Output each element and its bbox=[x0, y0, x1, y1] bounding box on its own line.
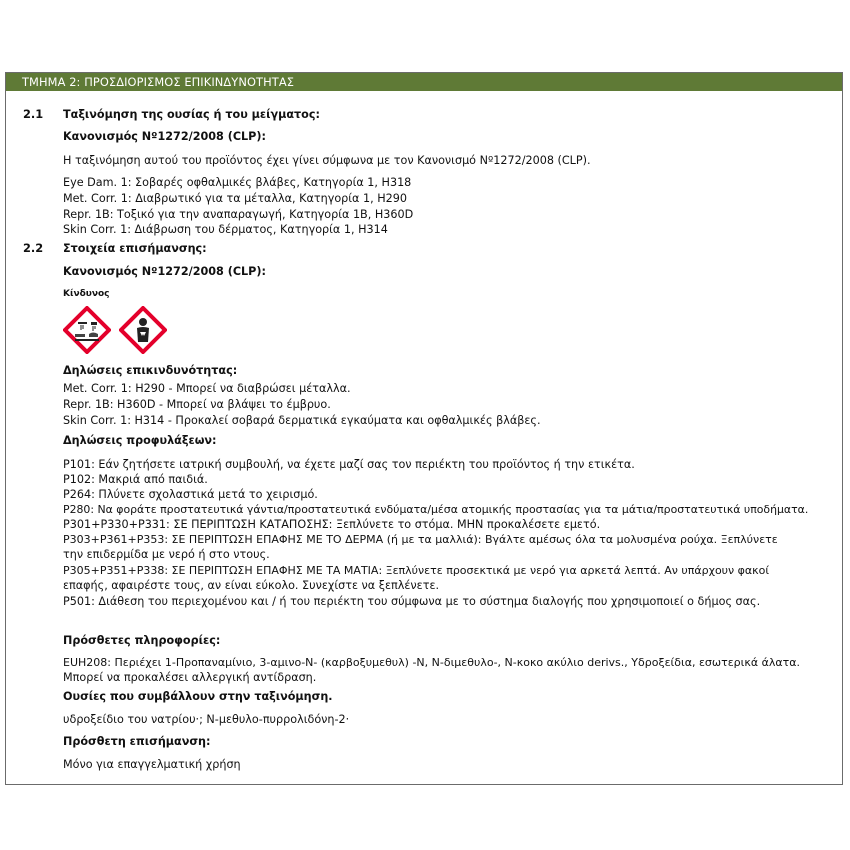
hazard-statement: Skin Corr. 1: H314 - Προκαλεί σοβαρά δερματικά εγκαύματα και οφθαλμικές βλάβες. bbox=[63, 414, 541, 427]
contributing-substances-title: Ουσίες που συμβάλλουν στην ταξινόμηση. bbox=[63, 690, 333, 703]
classification-intro: Η ταξινόμηση αυτού του προϊόντος έχει γίνει σύμφωνα με τον Κανονισμό Nº1272/2008 (CLP). bbox=[63, 154, 591, 167]
hazard-statement: Met. Corr. 1: H290 - Μπορεί να διαβρώσει μέταλλα. bbox=[63, 382, 351, 395]
precautionary-statements-title: Δηλώσεις προφυλάξεων: bbox=[63, 434, 217, 447]
precaution-statement: P303+P361+P353: ΣΕ ΠΕΡΙΠΤΩΣΗ ΕΠΑΦΗΣ ΜΕ ΤΟ ΔΕΡΜΑ (ή με τα μαλλιά): Βγάλτε αμέσως όλα τα μολυσμένα ρούχα. Ξεπλύνετε bbox=[63, 533, 778, 546]
additional-info-title: Πρόσθετες πληροφορίες: bbox=[63, 634, 221, 647]
hazard-statements-title: Δηλώσεις επικινδυνότητας: bbox=[63, 364, 238, 377]
precaution-statement: P280: Να φοράτε προστατευτικά γάντια/προστατευτικά ενδύματα/μέσα ατομικής προστασίας για τα μάτια/προστατευτικά υποδήματα. bbox=[63, 503, 809, 516]
regulation-heading: Κανονισμός Nº1272/2008 (CLP): bbox=[63, 265, 266, 278]
class-line: Skin Corr. 1: Διάβρωση του δέρματος, Κατηγορία 1, H314 bbox=[63, 223, 388, 236]
section-number-2-2: 2.2 bbox=[23, 241, 44, 255]
hazard-statement: Repr. 1B: H360D - Μπορεί να βλάψει το έμβρυο. bbox=[63, 398, 331, 411]
supplementary-label-title: Πρόσθετη επισήμανση: bbox=[63, 735, 211, 748]
additional-info-line: EUH208: Περιέχει 1-Προπαναμίνιο, 3-αμινο-N- (καρβοξυμεθυλ) -N, N-διμεθυλο-, N-κοκο ακύλιο derivs., Υδροξείδια, εσωτερικά άλατα. bbox=[63, 656, 800, 669]
precaution-statement: P305+P351+P338: ΣΕ ΠΕΡΙΠΤΩΣΗ ΕΠΑΦΗΣ ΜΕ ΤΑ ΜΑΤΙΑ: Ξεπλύνετε προσεκτικά με νερό για αρκετά λεπτά. Αν υπάρχουν φακοί bbox=[63, 564, 770, 577]
health-hazard-pictogram-icon bbox=[119, 306, 167, 354]
additional-info-line: Μπορεί να προκαλέσει αλλεργική αντίδραση. bbox=[63, 671, 317, 684]
precaution-statement: P264: Πλύνετε σχολαστικά μετά το χειρισμό. bbox=[63, 488, 318, 501]
regulation-heading: Κανονισμός Nº1272/2008 (CLP): bbox=[63, 130, 266, 143]
precaution-statement: P102: Μακριά από παιδιά. bbox=[63, 473, 208, 486]
precaution-statement: επαφής, αφαιρέστε τους, αν είναι εύκολο. Συνεχίστε να ξεπλένετε. bbox=[63, 579, 440, 592]
label-elements-title: Στοιχεία επισήμανσης: bbox=[63, 242, 207, 255]
precaution-statement: P501: Διάθεση του περιεχομένου και / ή του περιέκτη του σύμφωνα με το σύστημα διαλογής που χρησιμοποιεί ο δήμος σας. bbox=[63, 595, 761, 608]
corrosion-pictogram-icon bbox=[63, 306, 111, 354]
class-line: Met. Corr. 1: Διαβρωτικό για τα μέταλλα, Κατηγορία 1, H290 bbox=[63, 192, 407, 205]
precaution-statement: P301+P330+P331: ΣΕ ΠΕΡΙΠΤΩΣΗ ΚΑΤΑΠΟΣΗΣ: Ξεπλύνετε το στόμα. ΜΗΝ προκαλέσετε εμετό. bbox=[63, 518, 601, 531]
section-header: ΤΜΗΜΑ 2: ΠΡΟΣΔΙΟΡΙΣΜΟΣ ΕΠΙΚΙΝΔΥΝΟΤΗΤΑΣ bbox=[6, 73, 842, 91]
supplementary-label-text: Μόνο για επαγγελματική χρήση bbox=[63, 758, 241, 771]
contributing-substances: υδροξείδιο του νατρίου·; N-μεθυλο-πυρρολιδόνη-2· bbox=[63, 713, 350, 726]
section-number-2-1: 2.1 bbox=[23, 107, 44, 121]
class-line: Repr. 1B: Τοξικό για την αναπαραγωγή, Κατηγορία 1B, H360D bbox=[63, 208, 414, 221]
classification-title: Ταξινόμηση της ουσίας ή του μείγματος: bbox=[63, 108, 320, 121]
signal-word: Κίνδυνος bbox=[63, 289, 110, 299]
precaution-statement: την επιδερμίδα με νερό ή στο ντους. bbox=[63, 548, 270, 561]
precaution-statement: P101: Εάν ζητήσετε ιατρική συμβουλή, να έχετε μαζί σας τον περιέκτη του προϊόντος ή την ετικέτα. bbox=[63, 458, 635, 471]
class-line: Eye Dam. 1: Σοβαρές οφθαλμικές βλάβες, Κατηγορία 1, H318 bbox=[63, 176, 412, 189]
